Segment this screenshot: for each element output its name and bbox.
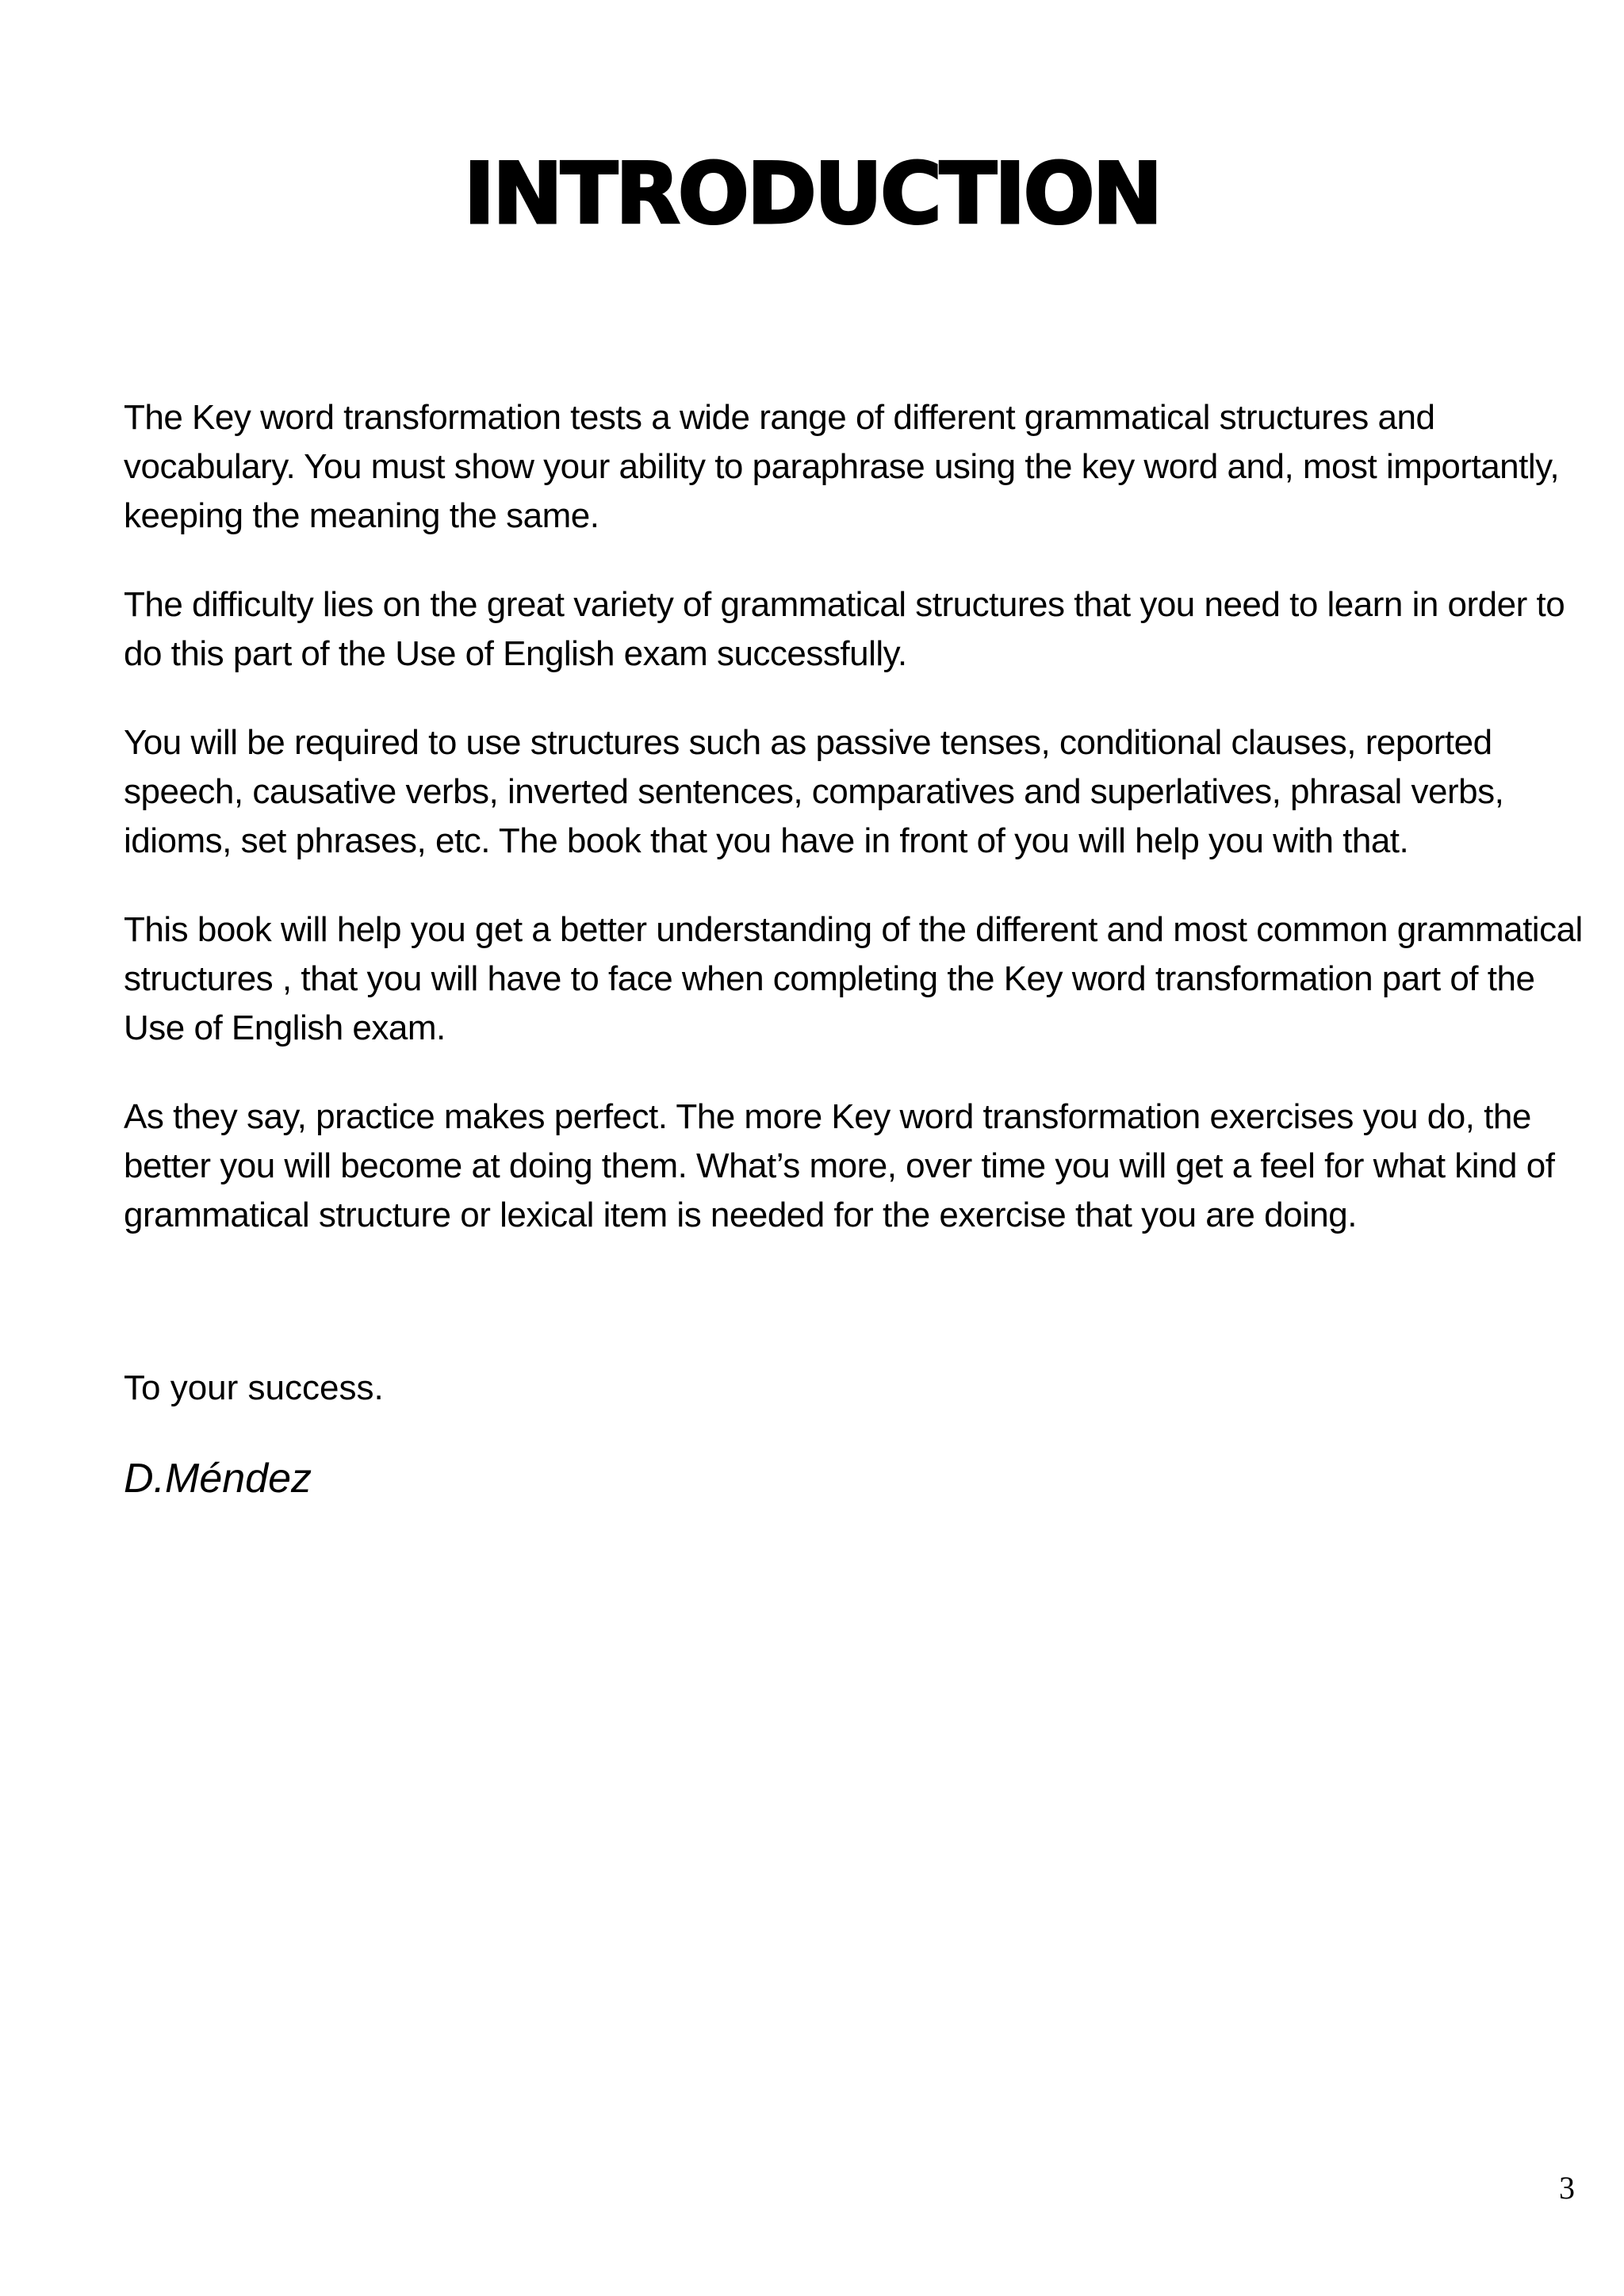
paragraph-5: As they say, practice makes perfect. The more Key word transformation exercises you do, the better you will become at doing them. What’s more, over time you will get a feel for what kind of grammatical structure or lexical item is needed for the exercise that you are doing.: [124, 1097, 1555, 1234]
paragraph-3: You will be required to use structures such as passive tenses, conditional clauses, reported speech, causative verbs, inverted sentences, comparatives and superlatives, phrasal verbs, idioms, set phrases, etc. The book that you have in front of you will help you with that.: [124, 723, 1504, 860]
paragraph-1: The Key word transformation tests a wide range of different grammatical structures and vocabulary. You must show your ability to paraphrase using the key word and, most importantly, keeping the meaning the same.: [124, 398, 1560, 535]
paragraph-2: The difficulty lies on the great variety of grammatical structures that you need to learn in order to do this part of the Use of English exam successfully.: [124, 585, 1565, 673]
body-text: [124, 393, 1591, 1280]
author-signature: D.Méndez: [124, 1456, 312, 1502]
paragraph-4: This book will help you get a better understanding of the different and most common grammatical structures , that you will have to face when completing the Key word transformation part of the Use of English exam.: [124, 910, 1583, 1047]
page-number: 3: [1559, 2170, 1575, 2206]
closing-line: To your success.: [124, 1368, 384, 1407]
page-title: INTRODUCTION: [463, 145, 1161, 243]
